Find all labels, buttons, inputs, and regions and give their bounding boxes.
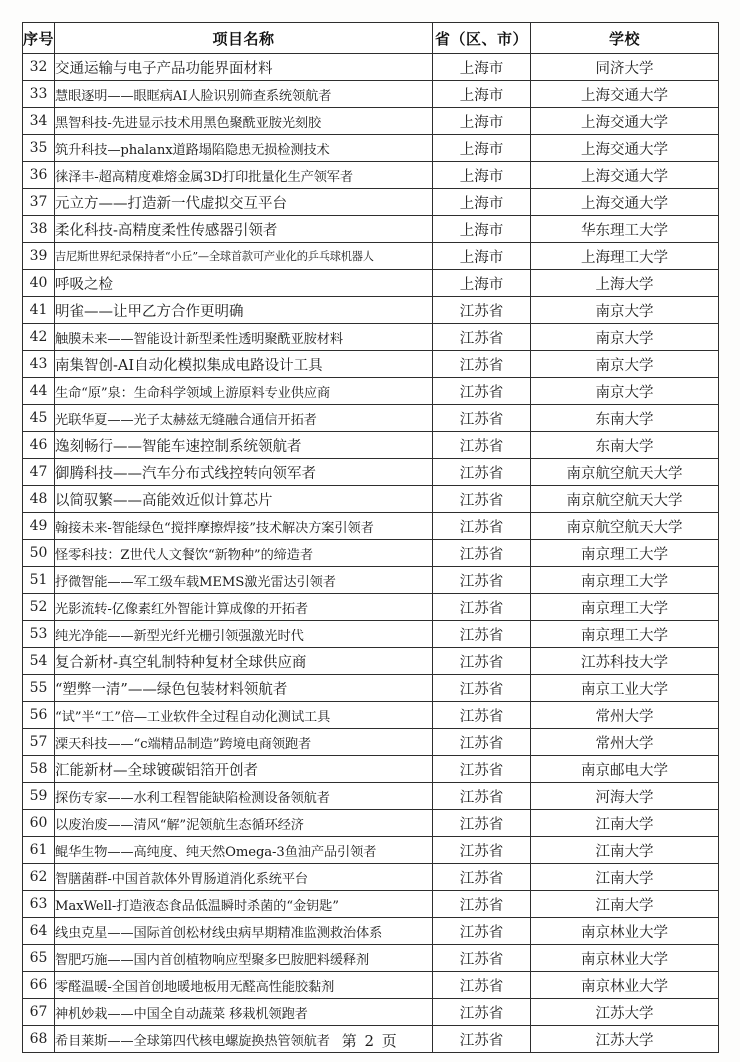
cell-index: 46 [23, 432, 55, 459]
cell-index: 39 [23, 243, 55, 270]
column-header-province: 省（区、市） [433, 23, 531, 54]
cell-province: 上海市 [433, 243, 531, 270]
table-row [23, 297, 719, 324]
cell-university: 上海交通大学 [531, 81, 719, 108]
cell-university: 上海交通大学 [531, 189, 719, 216]
cell-index: 42 [23, 324, 55, 351]
table-row [23, 459, 719, 486]
cell-province: 上海市 [433, 270, 531, 297]
cell-index: 53 [23, 621, 55, 648]
cell-project-name: 翰接未来-智能绿色“搅拌摩擦焊接”技术解决方案引领者 [55, 513, 433, 540]
table-row [23, 810, 719, 837]
cell-province: 江苏省 [433, 486, 531, 513]
cell-province: 江苏省 [433, 702, 531, 729]
cell-university: 南京林业大学 [531, 972, 719, 999]
cell-project-name: 徕泽丰-超高精度难熔金属3D打印批量化生产领军者 [55, 162, 433, 189]
cell-university: 南京大学 [531, 297, 719, 324]
cell-province: 江苏省 [433, 567, 531, 594]
cell-project-name: 抒微智能——军工级车载MEMS激光雷达引领者 [55, 567, 433, 594]
cell-province: 江苏省 [433, 756, 531, 783]
cell-project-name: 纯光净能——新型光纤光栅引领强激光时代 [55, 621, 433, 648]
table-row [23, 648, 719, 675]
cell-university: 南京工业大学 [531, 675, 719, 702]
cell-province: 江苏省 [433, 405, 531, 432]
cell-province: 江苏省 [433, 621, 531, 648]
cell-project-name: 怪零科技：Z世代人文餐饮“新物种”的缔造者 [55, 540, 433, 567]
cell-province: 上海市 [433, 216, 531, 243]
cell-index: 59 [23, 783, 55, 810]
cell-province: 江苏省 [433, 837, 531, 864]
cell-university: 江南大学 [531, 810, 719, 837]
cell-project-name: 触膜未来——智能设计新型柔性透明聚酰亚胺材料 [55, 324, 433, 351]
column-header-university: 学校 [531, 23, 719, 54]
cell-university: 江苏大学 [531, 1026, 719, 1053]
table-row [23, 783, 719, 810]
cell-province: 江苏省 [433, 1026, 531, 1053]
cell-index: 65 [23, 945, 55, 972]
cell-index: 61 [23, 837, 55, 864]
table-body [23, 54, 719, 1053]
cell-project-name: “试”半“工”倍—工业软件全过程自动化测试工具 [55, 702, 433, 729]
table-row [23, 216, 719, 243]
table-row [23, 405, 719, 432]
cell-index: 51 [23, 567, 55, 594]
cell-province: 江苏省 [433, 999, 531, 1026]
cell-index: 32 [23, 54, 55, 81]
cell-province: 上海市 [433, 189, 531, 216]
cell-project-name: 智肥巧施——国内首创植物响应型聚多巴胺肥料缓释剂 [55, 945, 433, 972]
table-row [23, 918, 719, 945]
cell-university: 江苏大学 [531, 999, 719, 1026]
cell-project-name: 吉尼斯世界纪录保持者“小丘”—全球首款可产业化的乒乓球机器人 [55, 243, 433, 270]
cell-university: 华东理工大学 [531, 216, 719, 243]
cell-university: 江苏科技大学 [531, 648, 719, 675]
cell-project-name: 南集智创-AI自动化模拟集成电路设计工具 [55, 351, 433, 378]
table-row [23, 729, 719, 756]
table-header-row [23, 23, 719, 54]
cell-university: 同济大学 [531, 54, 719, 81]
cell-province: 江苏省 [433, 648, 531, 675]
cell-index: 50 [23, 540, 55, 567]
cell-university: 南京理工大学 [531, 540, 719, 567]
cell-project-name: 明雀——让甲乙方合作更明确 [55, 297, 433, 324]
cell-project-name: 交通运输与电子产品功能界面材料 [55, 54, 433, 81]
cell-index: 67 [23, 999, 55, 1026]
cell-university: 南京航空航天大学 [531, 459, 719, 486]
cell-university: 南京理工大学 [531, 594, 719, 621]
table-row [23, 351, 719, 378]
cell-index: 38 [23, 216, 55, 243]
cell-province: 上海市 [433, 135, 531, 162]
cell-province: 江苏省 [433, 972, 531, 999]
cell-project-name: 呼吸之检 [55, 270, 433, 297]
cell-project-name: 以废治废——清风“解”泥领航生态循环经济 [55, 810, 433, 837]
cell-index: 64 [23, 918, 55, 945]
cell-province: 江苏省 [433, 891, 531, 918]
table-row [23, 594, 719, 621]
table-row [23, 513, 719, 540]
cell-project-name: 复合新材-真空轧制特种复材全球供应商 [55, 648, 433, 675]
cell-index: 40 [23, 270, 55, 297]
cell-province: 上海市 [433, 108, 531, 135]
cell-university: 南京大学 [531, 351, 719, 378]
cell-project-name: 溧天科技——“c端精品制造”跨境电商领跑者 [55, 729, 433, 756]
cell-province: 江苏省 [433, 540, 531, 567]
cell-index: 45 [23, 405, 55, 432]
table-row [23, 540, 719, 567]
cell-university: 上海大学 [531, 270, 719, 297]
cell-province: 江苏省 [433, 432, 531, 459]
table-container [22, 22, 718, 1053]
cell-project-name: 黑智科技-先进显示技术用黑色聚酰亚胺光刻胶 [55, 108, 433, 135]
cell-index: 41 [23, 297, 55, 324]
table-row [23, 837, 719, 864]
cell-province: 江苏省 [433, 378, 531, 405]
cell-index: 54 [23, 648, 55, 675]
cell-project-name: 元立方——打造新一代虚拟交互平台 [55, 189, 433, 216]
cell-index: 43 [23, 351, 55, 378]
cell-province: 江苏省 [433, 918, 531, 945]
cell-university: 江南大学 [531, 837, 719, 864]
cell-province: 江苏省 [433, 594, 531, 621]
cell-province: 上海市 [433, 81, 531, 108]
cell-project-name: 生命“原”泉：生命科学领域上游原料专业供应商 [55, 378, 433, 405]
cell-project-name: 探伤专家——水利工程智能缺陷检测设备领航者 [55, 783, 433, 810]
cell-project-name: 神机妙栽——中国全自动蔬菜 移栽机领跑者 [55, 999, 433, 1026]
cell-province: 江苏省 [433, 513, 531, 540]
cell-project-name: 零醛温暖-全国首创地暖地板用无醛高性能胶黏剂 [55, 972, 433, 999]
cell-university: 南京航空航天大学 [531, 513, 719, 540]
cell-university: 常州大学 [531, 702, 719, 729]
cell-project-name: 以简驭繁——高能效近似计算芯片 [55, 486, 433, 513]
table-row [23, 486, 719, 513]
cell-index: 48 [23, 486, 55, 513]
table-row [23, 432, 719, 459]
cell-index: 36 [23, 162, 55, 189]
table-row [23, 108, 719, 135]
column-header-project: 项目名称 [55, 23, 433, 54]
cell-university: 南京理工大学 [531, 567, 719, 594]
cell-index: 55 [23, 675, 55, 702]
table-row [23, 162, 719, 189]
cell-province: 江苏省 [433, 810, 531, 837]
page-footer: 第 2 页 [341, 1032, 399, 1050]
cell-index: 58 [23, 756, 55, 783]
cell-province: 江苏省 [433, 675, 531, 702]
cell-university: 上海交通大学 [531, 108, 719, 135]
table-row [23, 324, 719, 351]
table-row [23, 864, 719, 891]
cell-project-name: 线虫克星——国际首创松材线虫病早期精准监测救治体系 [55, 918, 433, 945]
cell-province: 江苏省 [433, 945, 531, 972]
cell-index: 33 [23, 81, 55, 108]
cell-index: 35 [23, 135, 55, 162]
cell-province: 江苏省 [433, 351, 531, 378]
cell-province: 江苏省 [433, 864, 531, 891]
cell-university: 常州大学 [531, 729, 719, 756]
cell-index: 68 [23, 1026, 55, 1053]
cell-university: 南京航空航天大学 [531, 486, 719, 513]
table-row [23, 135, 719, 162]
project-listing-table [22, 22, 719, 1053]
table-row [23, 378, 719, 405]
table-row [23, 756, 719, 783]
cell-university: 江南大学 [531, 864, 719, 891]
cell-university: 东南大学 [531, 405, 719, 432]
cell-university: 南京林业大学 [531, 945, 719, 972]
cell-project-name: 光联华夏——光子太赫兹无缝融合通信开拓者 [55, 405, 433, 432]
cell-province: 江苏省 [433, 729, 531, 756]
cell-project-name: MaxWell-打造液态食品低温瞬时杀菌的“金钥匙” [55, 891, 433, 918]
column-header-index: 序号 [23, 23, 55, 54]
table-row [23, 243, 719, 270]
cell-index: 56 [23, 702, 55, 729]
table-row [23, 675, 719, 702]
cell-index: 34 [23, 108, 55, 135]
table-row [23, 270, 719, 297]
cell-index: 47 [23, 459, 55, 486]
cell-province: 上海市 [433, 54, 531, 81]
cell-index: 66 [23, 972, 55, 999]
table-row [23, 621, 719, 648]
cell-index: 37 [23, 189, 55, 216]
table-row [23, 702, 719, 729]
cell-university: 江南大学 [531, 891, 719, 918]
cell-university: 南京大学 [531, 378, 719, 405]
cell-project-name: 希目莱斯——全球第四代核电螺旋换热管领航者 [55, 1026, 433, 1053]
table-row [23, 189, 719, 216]
cell-university: 东南大学 [531, 432, 719, 459]
table-row [23, 972, 719, 999]
table-row [23, 945, 719, 972]
cell-index: 63 [23, 891, 55, 918]
cell-project-name: 逸刻畅行——智能车速控制系统领航者 [55, 432, 433, 459]
table-header [23, 23, 719, 54]
cell-index: 44 [23, 378, 55, 405]
cell-index: 57 [23, 729, 55, 756]
cell-project-name: 御腾科技——汽车分布式线控转向领军者 [55, 459, 433, 486]
cell-university: 南京邮电大学 [531, 756, 719, 783]
cell-university: 南京理工大学 [531, 621, 719, 648]
table-row [23, 567, 719, 594]
cell-index: 60 [23, 810, 55, 837]
cell-project-name: 光影流转-亿像素红外智能计算成像的开拓者 [55, 594, 433, 621]
cell-project-name: 智膳菌群-中国首款体外胃肠道消化系统平台 [55, 864, 433, 891]
table-row [23, 54, 719, 81]
cell-university: 上海理工大学 [531, 243, 719, 270]
cell-university: 南京大学 [531, 324, 719, 351]
cell-index: 62 [23, 864, 55, 891]
cell-university: 南京林业大学 [531, 918, 719, 945]
cell-province: 江苏省 [433, 297, 531, 324]
table-row [23, 891, 719, 918]
cell-province: 江苏省 [433, 324, 531, 351]
cell-university: 上海交通大学 [531, 135, 719, 162]
table-row [23, 81, 719, 108]
table-row [23, 999, 719, 1026]
cell-index: 49 [23, 513, 55, 540]
cell-index: 52 [23, 594, 55, 621]
cell-province: 江苏省 [433, 783, 531, 810]
cell-province: 江苏省 [433, 459, 531, 486]
cell-project-name: 慧眼逐明——眼眶病AI人脸识别筛查系统领航者 [55, 81, 433, 108]
cell-university: 河海大学 [531, 783, 719, 810]
cell-project-name: 筑升科技—phalanx道路塌陷隐患无损检测技术 [55, 135, 433, 162]
cell-university: 上海交通大学 [531, 162, 719, 189]
cell-project-name: 鲲华生物——高纯度、纯天然Omega-3鱼油产品引领者 [55, 837, 433, 864]
cell-province: 上海市 [433, 162, 531, 189]
cell-project-name: 柔化科技-高精度柔性传感器引领者 [55, 216, 433, 243]
cell-project-name: “塑弊一清”——绿色包装材料领航者 [55, 675, 433, 702]
cell-project-name: 汇能新材—全球镀碳铝箔开创者 [55, 756, 433, 783]
